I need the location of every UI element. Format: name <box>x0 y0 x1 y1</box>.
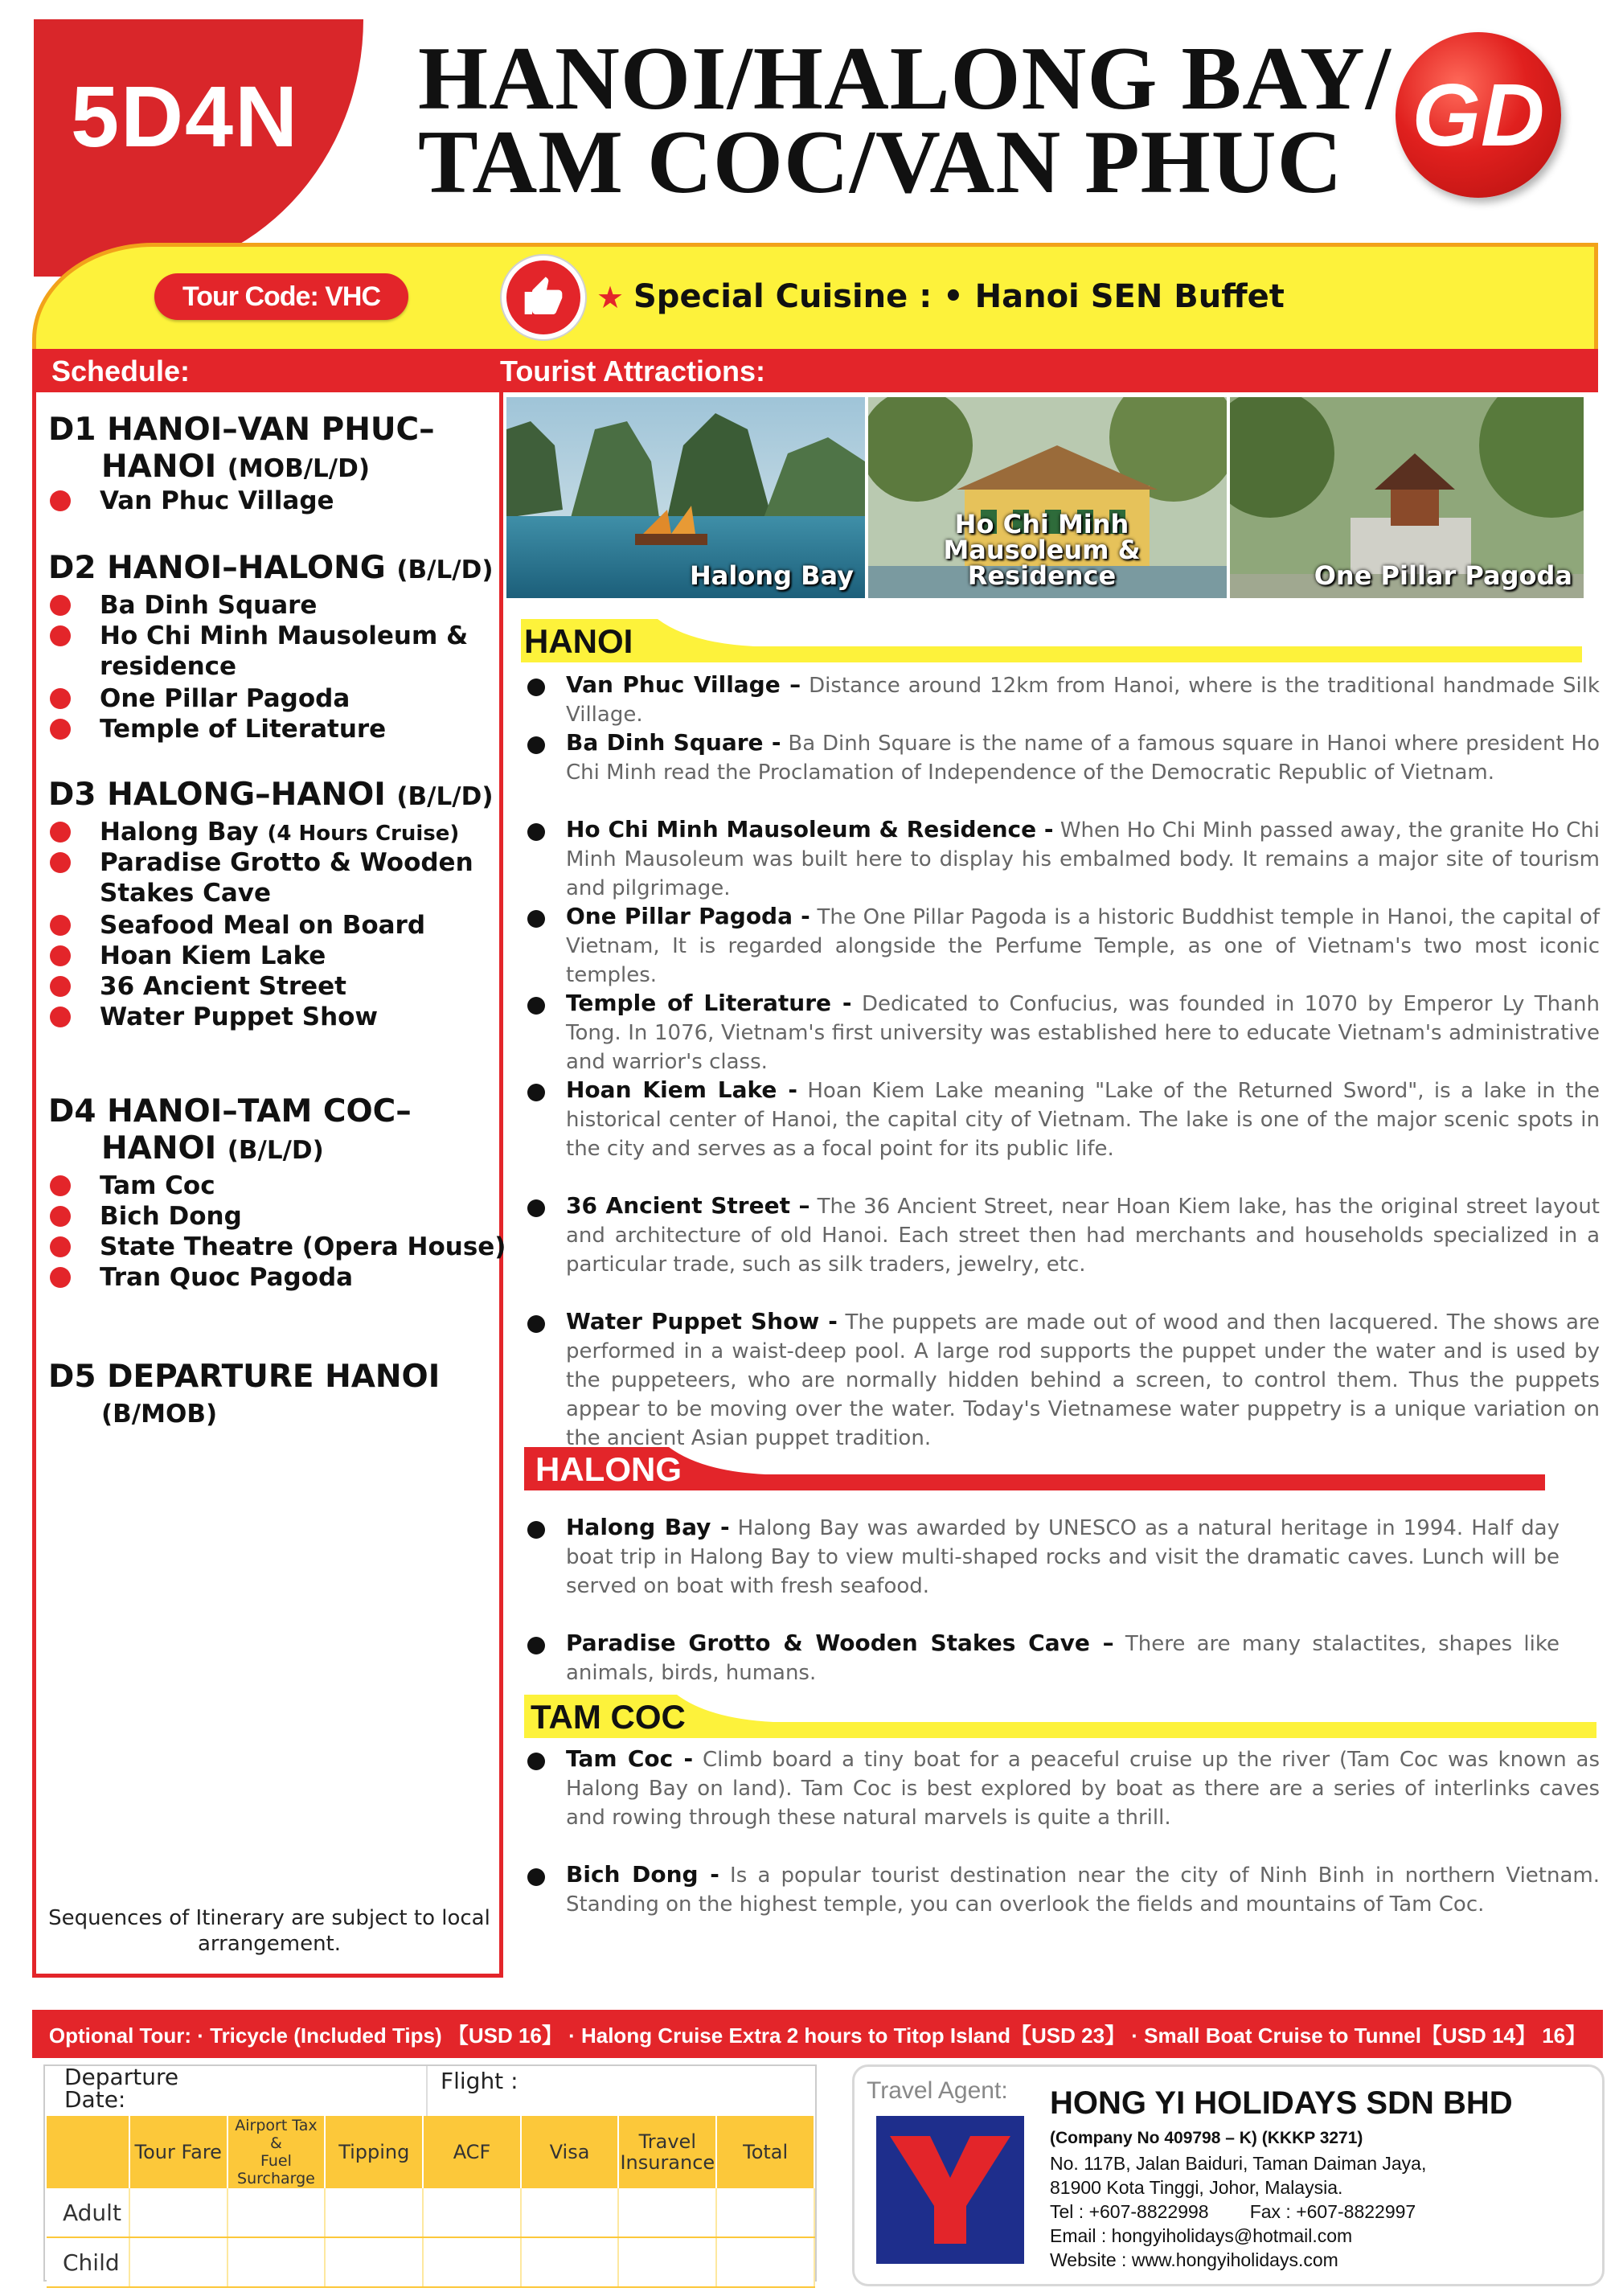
day-1-title: D1 HANOI–VAN PHUC– HANOI (MOB/L/D) <box>48 412 435 485</box>
price-cell[interactable] <box>227 2188 326 2237</box>
tour-code-badge: Tour Code: VHC <box>154 273 408 320</box>
price-header: Airport Tax & Fuel Surcharge <box>227 2116 326 2188</box>
price-cell[interactable] <box>325 2188 423 2237</box>
price-cell[interactable] <box>129 2188 227 2237</box>
price-cell[interactable] <box>129 2237 227 2287</box>
day-2-title: D2 HANOI–HALONG (B/L/D) <box>48 550 494 586</box>
price-cell[interactable] <box>423 2188 521 2237</box>
price-header: Visa <box>521 2116 619 2188</box>
attraction-item: Van Phuc Village – Distance around 12km from Hanoi, where is the traditional handmade Silk Village. <box>527 670 1600 729</box>
price-cell[interactable] <box>521 2237 619 2287</box>
attraction-item: Halong Bay - Halong Bay was awarded by UNESCO as a natural heritage in 1994. Half day boat trip in Halong Bay to view multi-shaped rocks and visit the dramatic caves. Lunch will be served on boat with fresh seafood. <box>527 1513 1560 1601</box>
section-hanoi: HANOI <box>521 619 1582 662</box>
star-icon: ★ <box>596 280 625 315</box>
thumbs-up-icon <box>506 260 580 334</box>
divider <box>426 2066 428 2116</box>
agent-name: HONG YI HOLIDAYS SDN BHD <box>1050 2085 1513 2121</box>
photo-ho-chi-minh-residence <box>868 397 1227 598</box>
photo-one-pillar-pagoda <box>1230 397 1584 598</box>
day-5-title: D5 DEPARTURE HANOI (B/MOB) <box>48 1359 441 1429</box>
attraction-item: Hoan Kiem Lake - Hoan Kiem Lake meaning "Lake of the Returned Sword", is a lake in the historical center of Hanoi, the capital city of Vietnam. The lake is one of the major scenic spots in the city and serves as a focal point for its public life. <box>527 1076 1600 1163</box>
price-header: ACF <box>423 2116 521 2188</box>
photo-caption: One Pillar Pagoda <box>1314 560 1572 591</box>
agent-phone: Tel : +607-8822998 Fax : +607-8822997 <box>1050 2201 1416 2222</box>
hong-yi-logo-icon <box>876 2116 1024 2264</box>
attraction-item: Tam Coc - Climb board a tiny boat for a peaceful cruise up the river (Tam Coc was known as Halong Bay on land). Tam Coc is best explored by boat as there are a series of interlinks caves and rowing through these natural marvels is quite a thrill. <box>527 1745 1600 1832</box>
day-3-title: D3 HALONG–HANOI (B/L/D) <box>48 777 494 813</box>
price-cell[interactable] <box>521 2188 619 2237</box>
agent-email[interactable]: Email : hongyiholidays@hotmail.com <box>1050 2225 1353 2246</box>
page-title <box>418 29 1392 212</box>
special-cuisine: Special Cuisine : • Hanoi SEN Buffet <box>633 278 1285 315</box>
photo-caption: Ho Chi Minh Mausoleum & Residence <box>943 509 1141 591</box>
attraction-item: One Pillar Pagoda - The One Pillar Pagoda is a historic Buddhist temple in Hanoi, the capital of Vietnam, It is regarded alongside the Perfume Temple, as one of Vietnam's two most iconic temples. <box>527 902 1600 990</box>
attraction-item: Bich Dong - Is a popular tourist destination near the city of Ninh Binh in northern Vietnam. Standing on the highest temple, you can overlook the fields and mountains of Tam Coc. <box>527 1860 1600 1919</box>
attraction-item: Ba Dinh Square - Ba Dinh Square is the name of a famous square in Hanoi where president Ho Chi Minh read the Proclamation of Independence of the Democratic Republic of Vietnam. <box>527 728 1600 787</box>
day-4-title: D4 HANOI–TAM COC– HANOI (B/L/D) <box>48 1093 412 1166</box>
attraction-item: Water Puppet Show - The puppets are made out of wood and then lacquered. The shows are performed in a waist-deep pool. A large rod supports the puppet under the water and is used by the puppeteers, who are normally hidden behind a screen, to control them. Thus the puppets appear to be moving over the water. Today's Vietnamese water puppetry is a unique variation on the ancient Asian puppet tradition. <box>527 1307 1600 1453</box>
photo-caption: Halong Bay <box>689 560 854 591</box>
section-label-bar <box>32 349 1598 392</box>
agent-website[interactable]: Website : www.hongyiholidays.com <box>1050 2249 1338 2270</box>
attraction-item: Paradise Grotto & Wooden Stakes Cave – There are many stalactites, shapes like animals, birds, humans. <box>527 1629 1560 1687</box>
price-row-child <box>47 2237 814 2287</box>
price-cell[interactable] <box>618 2237 716 2287</box>
price-header: Tipping <box>325 2116 423 2188</box>
agent-company-no: (Company No 409798 – K) (KKKP 3271) <box>1050 2129 1363 2147</box>
attraction-item: 36 Ancient Street – The 36 Ancient Street, near Hoan Kiem lake, has the original street layout and architecture of old Hanoi. Each street then had merchants and households specialized in a particular trade, such as silk traders, jewelry, etc. <box>527 1191 1600 1279</box>
row-label: Adult <box>47 2188 129 2237</box>
price-header: Travel Insurance <box>618 2116 716 2188</box>
price-table <box>47 2116 815 2288</box>
price-header-row <box>47 2116 814 2188</box>
departure-date-label: Departure Date: <box>64 2064 179 2113</box>
flight-label: Flight : <box>441 2068 518 2094</box>
section-halong: HALONG <box>524 1447 1545 1490</box>
price-header <box>47 2116 129 2188</box>
schedule-note: Sequences of Itinerary are subject to local arrangement. <box>48 1906 490 1956</box>
optional-tour-bar: Optional Tour: · Tricycle (Included Tips) 【USD 16】 · Halong Cruise Extra 2 hours to Titop Island【USD 23】 · Small Boat Cruise to Tunnel【USD 14】 16】 <box>32 2010 1603 2058</box>
price-header: Total <box>716 2116 814 2188</box>
price-cell[interactable] <box>227 2237 326 2287</box>
section-tam-coc: TAM COC <box>524 1695 1596 1738</box>
title-line-1: HANOI/HALONG BAY/ <box>418 29 1392 129</box>
schedule-label: Schedule: <box>51 355 191 387</box>
attractions-label: Tourist Attractions: <box>500 355 765 387</box>
attraction-item: Ho Chi Minh Mausoleum & Residence - When Ho Chi Minh passed away, the granite Ho Chi Minh Mausoleum was built here to display his embalmed body. It remains a major site of tourism and pilgrimage. <box>527 815 1600 903</box>
price-cell[interactable] <box>716 2188 814 2237</box>
gd-logo: GD <box>1396 32 1561 198</box>
price-cell[interactable] <box>716 2237 814 2287</box>
attraction-item: Temple of Literature - Dedicated to Confucius, was founded in 1070 by Emperor Ly Thanh Tong. In 1076, Vietnam's first university was established here to educate Vietnam's administrative and warrior's class. <box>527 989 1600 1076</box>
agent-address-2: 81900 Kota Tinggi, Johor, Malaysia. <box>1050 2177 1343 2198</box>
price-cell[interactable] <box>618 2188 716 2237</box>
price-cell[interactable] <box>325 2237 423 2287</box>
title-line-2: TAM COC/VAN PHUC <box>418 113 1343 212</box>
row-label: Child <box>47 2237 129 2287</box>
price-cell[interactable] <box>423 2237 521 2287</box>
photo-halong-bay <box>506 397 865 598</box>
duration-text: 5D4N <box>71 68 300 165</box>
price-header: Tour Fare <box>129 2116 227 2188</box>
price-row-adult <box>47 2188 814 2237</box>
travel-agent-label: Travel Agent: <box>867 2077 1008 2104</box>
agent-address-1: No. 117B, Jalan Baiduri, Taman Daiman Jaya, <box>1050 2153 1427 2174</box>
